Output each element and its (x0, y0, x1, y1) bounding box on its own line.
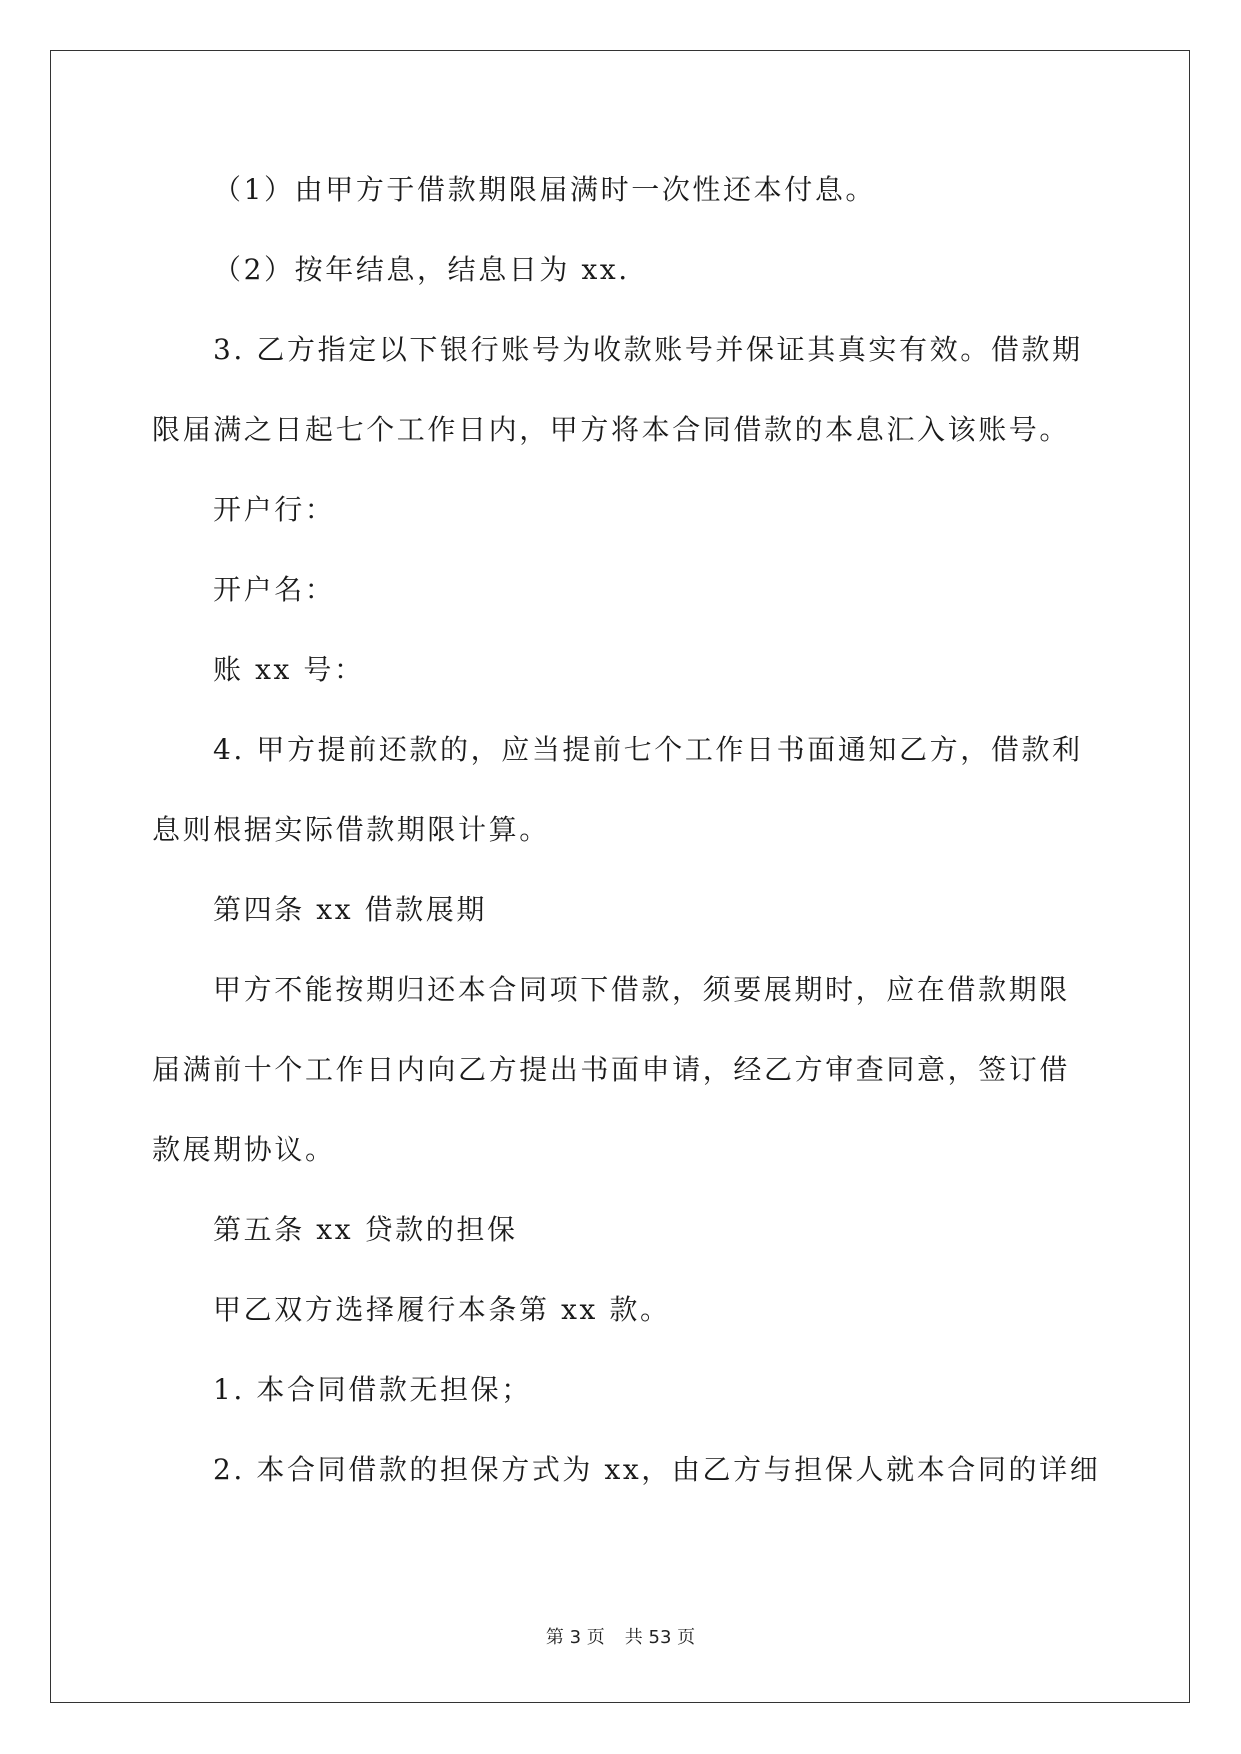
paragraph-line: 甲乙双方选择履行本条第 xx 款。 (213, 1293, 671, 1326)
paragraph-line: 甲方不能按期归还本合同项下借款，须要展期时，应在借款期限 (213, 973, 1070, 1006)
page-number-total: 共 53 页 (624, 1627, 696, 1648)
account-number-label: 账 xx 号： (213, 653, 365, 686)
paragraph-line: 款展期协议。 (152, 1133, 336, 1166)
paragraph-line: （2）按年结息，结息日为 xx. (213, 253, 630, 286)
page-number-current: 第 3 页 (545, 1627, 605, 1648)
article-heading: 第五条 xx 贷款的担保 (213, 1213, 518, 1246)
paragraph-line: 2. 本合同借款的担保方式为 xx，由乙方与担保人就本合同的详细 (213, 1453, 1101, 1486)
paragraph-line: 4. 甲方提前还款的，应当提前七个工作日书面通知乙方，借款利 (213, 733, 1083, 766)
account-name-label: 开户名： (213, 573, 336, 606)
paragraph-line: 1. 本合同借款无担保； (213, 1373, 532, 1406)
account-bank-label: 开户行： (213, 493, 336, 526)
paragraph-line: 3. 乙方指定以下银行账号为收款账号并保证其真实有效。借款期 (213, 333, 1083, 366)
paragraph-line: （1）由甲方于借款期限届满时一次性还本付息。 (213, 173, 877, 206)
paragraph-line: 届满前十个工作日内向乙方提出书面申请，经乙方审查同意，签订借 (152, 1053, 1071, 1086)
page-footer (0, 1626, 1241, 1650)
article-heading: 第四条 xx 借款展期 (213, 893, 487, 926)
paragraph-line: 限届满之日起七个工作日内，甲方将本合同借款的本息汇入该账号。 (152, 413, 1071, 446)
paragraph-line: 息则根据实际借款期限计算。 (152, 813, 550, 846)
